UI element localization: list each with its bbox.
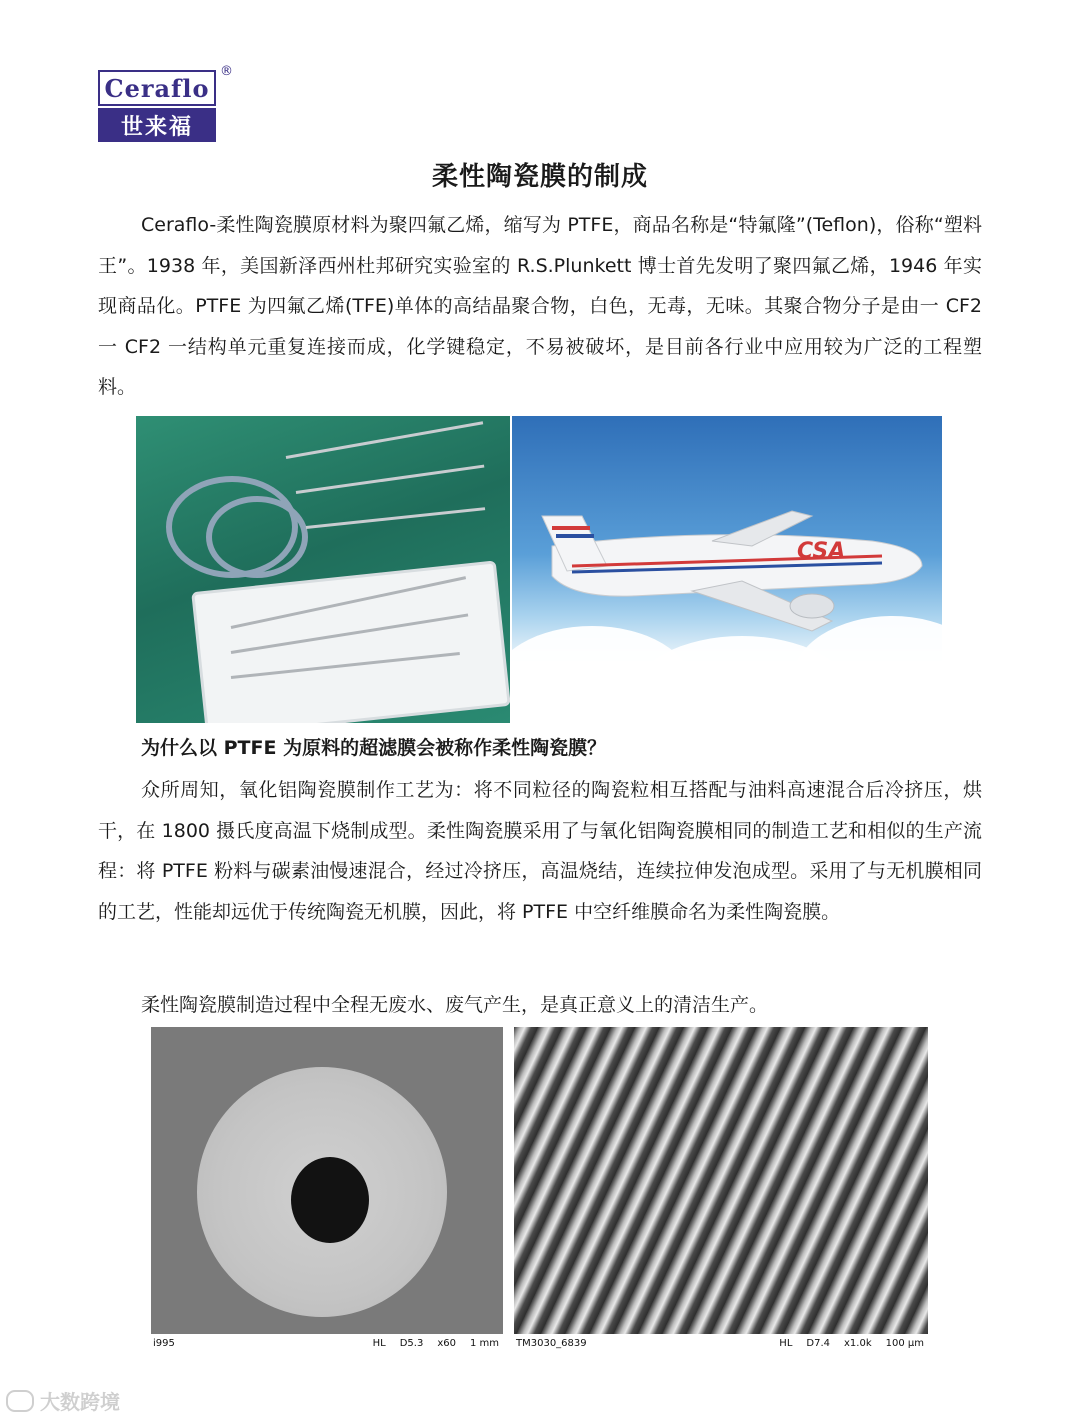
section-question: 为什么以 PTFE 为原料的超滤膜会被称作柔性陶瓷膜？	[141, 737, 607, 759]
sem-info-bar-right	[514, 1334, 928, 1352]
registered-mark: ®	[220, 64, 233, 79]
sem-left-mag: x60	[437, 1337, 456, 1349]
brand-logo	[98, 70, 216, 142]
watermark	[6, 1386, 120, 1415]
surgical-instruments-photo	[136, 416, 510, 723]
instrument-rod	[286, 421, 483, 459]
instrument-rod	[296, 465, 485, 494]
sem-left-code: i995	[153, 1337, 175, 1349]
sem-surface-image	[514, 1027, 928, 1352]
airplane-graphic	[512, 416, 942, 723]
watermark-icon	[6, 1390, 34, 1412]
logo-brand-cn: 世来福	[98, 108, 216, 142]
airline-livery-text: CSA	[797, 539, 846, 564]
instrument-rod	[306, 507, 485, 529]
sem-right-distance: D7.4	[806, 1337, 830, 1349]
intro-paragraph: Ceraflo-柔性陶瓷膜原材料为聚四氟乙烯，缩写为 PTFE，商品名称是“特氟隆”(Teflon)，俗称“塑料王”。1938 年，美国新泽西州杜邦研究实验室的 R.S.Plunkett 博士首先发明了聚四氟乙烯，1946 年实现商品化。PTFE 为四氟乙烯(TFE)单体的高结晶聚合物，白色，无毒，无味。其聚合物分子是由一 CF2 一 CF2 一结构单元重复连接而成，化学键稳定，不易被破坏，是目前各行业中应用较为广泛的工程塑料。	[98, 214, 982, 399]
fiber-lumen	[291, 1157, 369, 1243]
sem-right-scale: 100 μm	[885, 1337, 924, 1349]
sem-right-code: TM3030_6839	[516, 1337, 587, 1349]
process-paragraph: 众所周知，氧化铝陶瓷膜制作工艺为：将不同粒径的陶瓷粒相互搭配与油料高速混合后冷挤压，烘干，在 1800 摄氏度高温下烧制成型。柔性陶瓷膜采用了与氧化铝陶瓷膜相同的制造工艺和相似的生产流程：将 PTFE 粉料与碳素油慢速混合，经过冷挤压，高温烧结，连续拉伸发泡成型。采用了与无机膜相同的工艺，性能却远优于传统陶瓷无机膜，因此，将 PTFE 中空纤维膜命名为柔性陶瓷膜。	[98, 779, 982, 923]
watermark-text: 大数跨境	[40, 1390, 120, 1414]
page-title: 柔性陶瓷膜的制成	[431, 162, 648, 192]
airplane-photo	[512, 416, 942, 723]
clean-production-paragraph: 柔性陶瓷膜制造过程中全程无废水、废气产生，是真正意义上的清洁生产。	[141, 994, 769, 1016]
logo-brand-en: Ceraflo	[98, 70, 216, 106]
sem-info-bar-left	[151, 1334, 503, 1352]
tubing-coil-inner	[206, 496, 308, 578]
sem-left-distance: D5.3	[399, 1337, 424, 1349]
sem-left-meta	[373, 1338, 499, 1349]
sem-left-scale: 1 mm	[469, 1337, 499, 1349]
sem-right-mag: x1.0k	[844, 1337, 872, 1349]
sem-right-mode: HL	[779, 1337, 793, 1349]
sem-cross-section-image	[151, 1027, 503, 1352]
instrument-tray	[191, 560, 510, 723]
sem-right-meta	[779, 1338, 924, 1349]
sem-left-mode: HL	[372, 1337, 386, 1349]
